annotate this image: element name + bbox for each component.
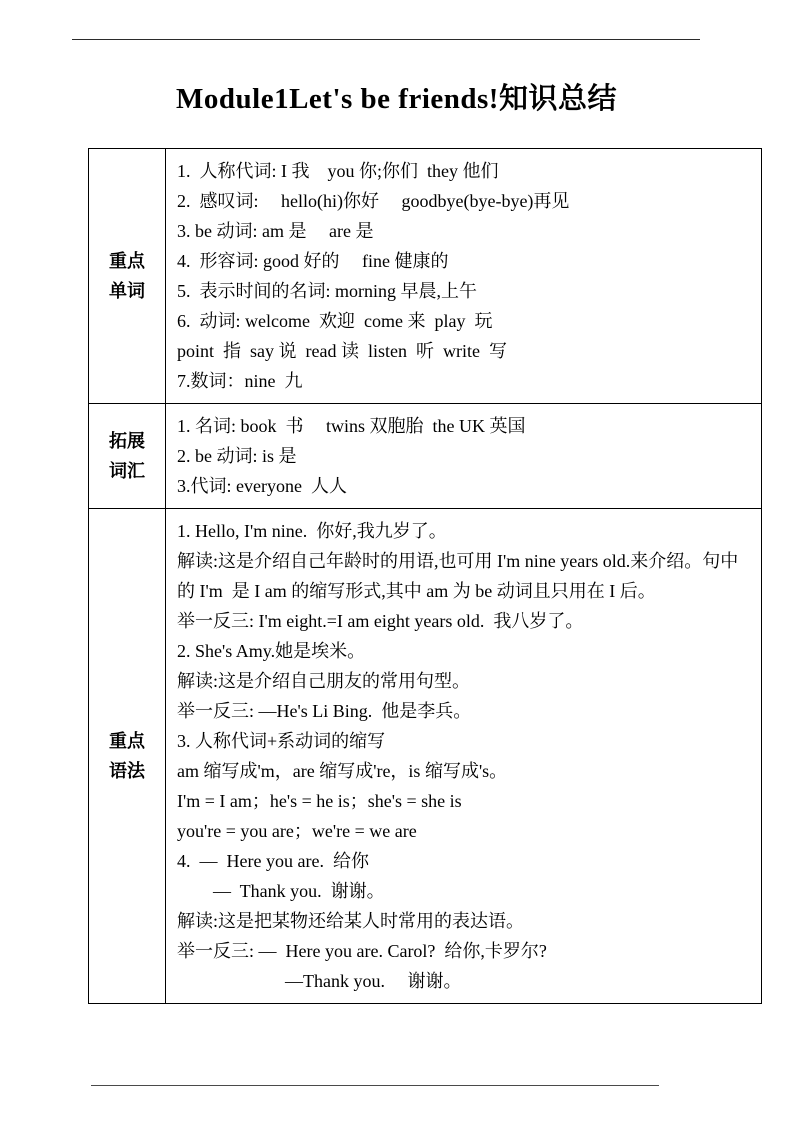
content-line: 1. 人称代词: I 我 you 你;你们 they 他们: [177, 161, 499, 181]
content-line: 3.代词: everyone 人人: [177, 476, 347, 496]
row-label-line: 重点: [109, 251, 145, 271]
row-label-key-words: [89, 149, 166, 404]
content-line: —Thank you. 谢谢。: [177, 971, 462, 991]
content-line: — Thank you. 谢谢。: [177, 881, 385, 901]
content-line: I'm = I am；he's = he is；she's = she is: [177, 791, 462, 811]
content-line: 解读:这是介绍自己年龄时的用语,也可用 I'm nine years old.来介绍。句中的 I'm 是 I am 的缩写形式,其中 am 为 be 动词且只用在 I 后。: [177, 551, 739, 601]
row-content-key-grammar: [166, 509, 762, 1004]
content-line: 2. She's Amy.她是埃米。: [177, 641, 366, 661]
row-label-line: 拓展: [109, 431, 145, 451]
content-line: 1. 名词: book 书 twins 双胞胎 the UK 英国: [177, 416, 526, 436]
row-label-line: 单词: [109, 281, 145, 301]
content-line: 举一反三: — Here you are. Carol? 给你,卡罗尔?: [177, 941, 547, 961]
row-label-line: 词汇: [109, 461, 145, 481]
content-line: you're = you are；we're = we are: [177, 821, 417, 841]
header-rule: [72, 39, 700, 40]
content-line: 5. 表示时间的名词: morning 早晨,上午: [177, 281, 477, 301]
content-line: 2. 感叹词: hello(hi)你好 goodbye(bye-bye)再见: [177, 191, 570, 211]
row-content-extended-vocab: [166, 404, 762, 509]
table-row-key-grammar: [89, 509, 762, 1004]
content-line: am 缩写成'm，are 缩写成're，is 缩写成's。: [177, 761, 508, 781]
row-label-line: 重点: [109, 731, 145, 751]
footer-rule: [91, 1085, 659, 1086]
summary-table: [88, 148, 762, 1004]
table-row-key-words: [89, 149, 762, 404]
row-content-key-words: [166, 149, 762, 404]
content-line: 举一反三: I'm eight.=I am eight years old. 我八岁了。: [177, 611, 584, 631]
row-label-key-grammar: [89, 509, 166, 1004]
content-line: 2. be 动词: is 是: [177, 446, 297, 466]
content-line: 1. Hello, I'm nine. 你好,我九岁了。: [177, 521, 447, 541]
content-line: point 指 say 说 read 读 listen 听 write 写: [177, 341, 507, 361]
content-line: 3. be 动词: am 是 are 是: [177, 221, 374, 241]
content-line: 解读:这是介绍自己朋友的常用句型。: [177, 671, 470, 691]
table-row-extended-vocab: [89, 404, 762, 509]
content-line: 6. 动词: welcome 欢迎 come 来 play 玩: [177, 311, 493, 331]
document-title: Module1Let's be friends!知识总结: [176, 83, 617, 115]
row-label-extended-vocab: [89, 404, 166, 509]
content-line: 7.数词：nine 九: [177, 371, 303, 391]
content-line: 举一反三: —He's Li Bing. 他是李兵。: [177, 701, 472, 721]
content-line: 4. — Here you are. 给你: [177, 851, 369, 871]
content-line: 3. 人称代词+系动词的缩写: [177, 731, 386, 751]
row-label-line: 语法: [109, 761, 145, 781]
content-line: 4. 形容词: good 好的 fine 健康的: [177, 251, 449, 271]
content-line: 解读:这是把某物还给某人时常用的表达语。: [177, 911, 524, 931]
